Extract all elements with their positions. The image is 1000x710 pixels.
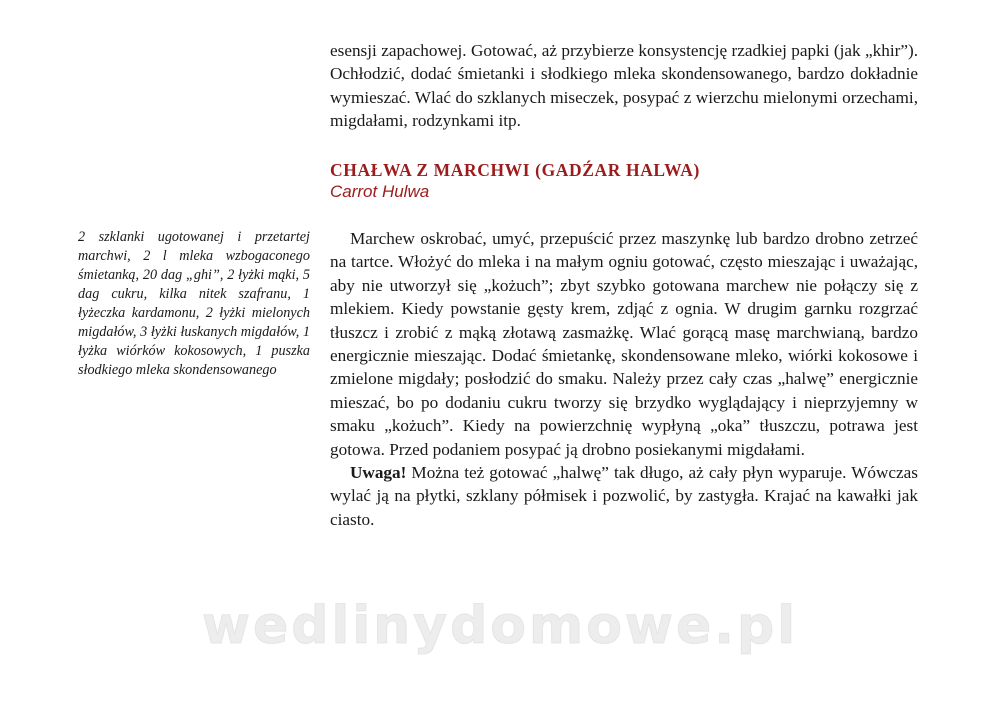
recipe-subtitle: Carrot Hulwa <box>330 182 430 201</box>
ingredients-list: 2 szklanki ugotowanej i przetartej marchwi, 2 l mleka wzbogaconego śmietanką, 20 dag „ghi”, 2 łyżki mąki, 5 dag cukru, kilka nitek szafranu, 1 łyżeczka kardamonu, 2 łyżki mielonych migdałów, 3 łyżki łuskanych migdałów, 1 łyżka wiórków kokosowych, 1 puszka słodkiego mleka skondensowanego <box>78 229 310 378</box>
note-text: Można też gotować „halwę” tak długo, aż cały płyn wyparuje. Wówczas wylać ją na płytki, szklany półmisek i pozwolić, by zastygła. Krajać na kawałki jak ciasto. <box>330 463 918 529</box>
recipe-heading <box>330 159 930 203</box>
recipe-title: CHAŁWA Z MARCHWI (GADŹAR HALWA) <box>330 160 700 180</box>
watermark: wedlinydomowe.pl <box>201 596 799 656</box>
note-label: Uwaga! <box>350 463 407 483</box>
method-text-block <box>330 227 918 531</box>
intro-text-block <box>330 39 918 133</box>
intro-paragraph: esensji zapachowej. Gotować, aż przybierze konsystencję rzadkiej papki (jak „khir”). Ochłodzić, dodać śmietanki i słodkiego mleka skondensowanego, bardzo dokładnie wymieszać. Wlać do szklanych miseczek, posypać z wierzchu mielonymi orzechami, migdałami, rodzynkami itp. <box>330 41 918 131</box>
note-paragraph <box>330 461 918 531</box>
method-paragraph: Marchew oskrobać, umyć, przepuścić przez maszynkę lub bardzo drobno zetrzeć na tartce. Włożyć do mleka i na małym ogniu gotować, często mieszając i uważając, aby nie utworzył się „kożuch”; zbyt szybko gotowana marchew nie połączy się z mlekiem. Kiedy powstanie gęsty krem, zdjąć z ognia. W drugim garnku rozgrzać tłuszcz i zrobić z mąką złotawą zasmażkę. Wlać gorącą masę marchwianą, bardzo energicznie mieszając. Dodać śmietankę, skondensowane mleko, wiórki kokosowe i zmielone migdały; posłodzić do smaku. Należy przez cały czas „halwę” energicznie mieszać, bo po dodaniu cukru tworzy się brzydko wyglądający i nieprzyjemny w smaku „kożuch”. Kiedy na powierzchnię wypłyną „oka” tłuszczu, potrawa jest gotowa. Przed podaniem posypać ją drobno posiekanymi migdałami. <box>330 229 918 459</box>
